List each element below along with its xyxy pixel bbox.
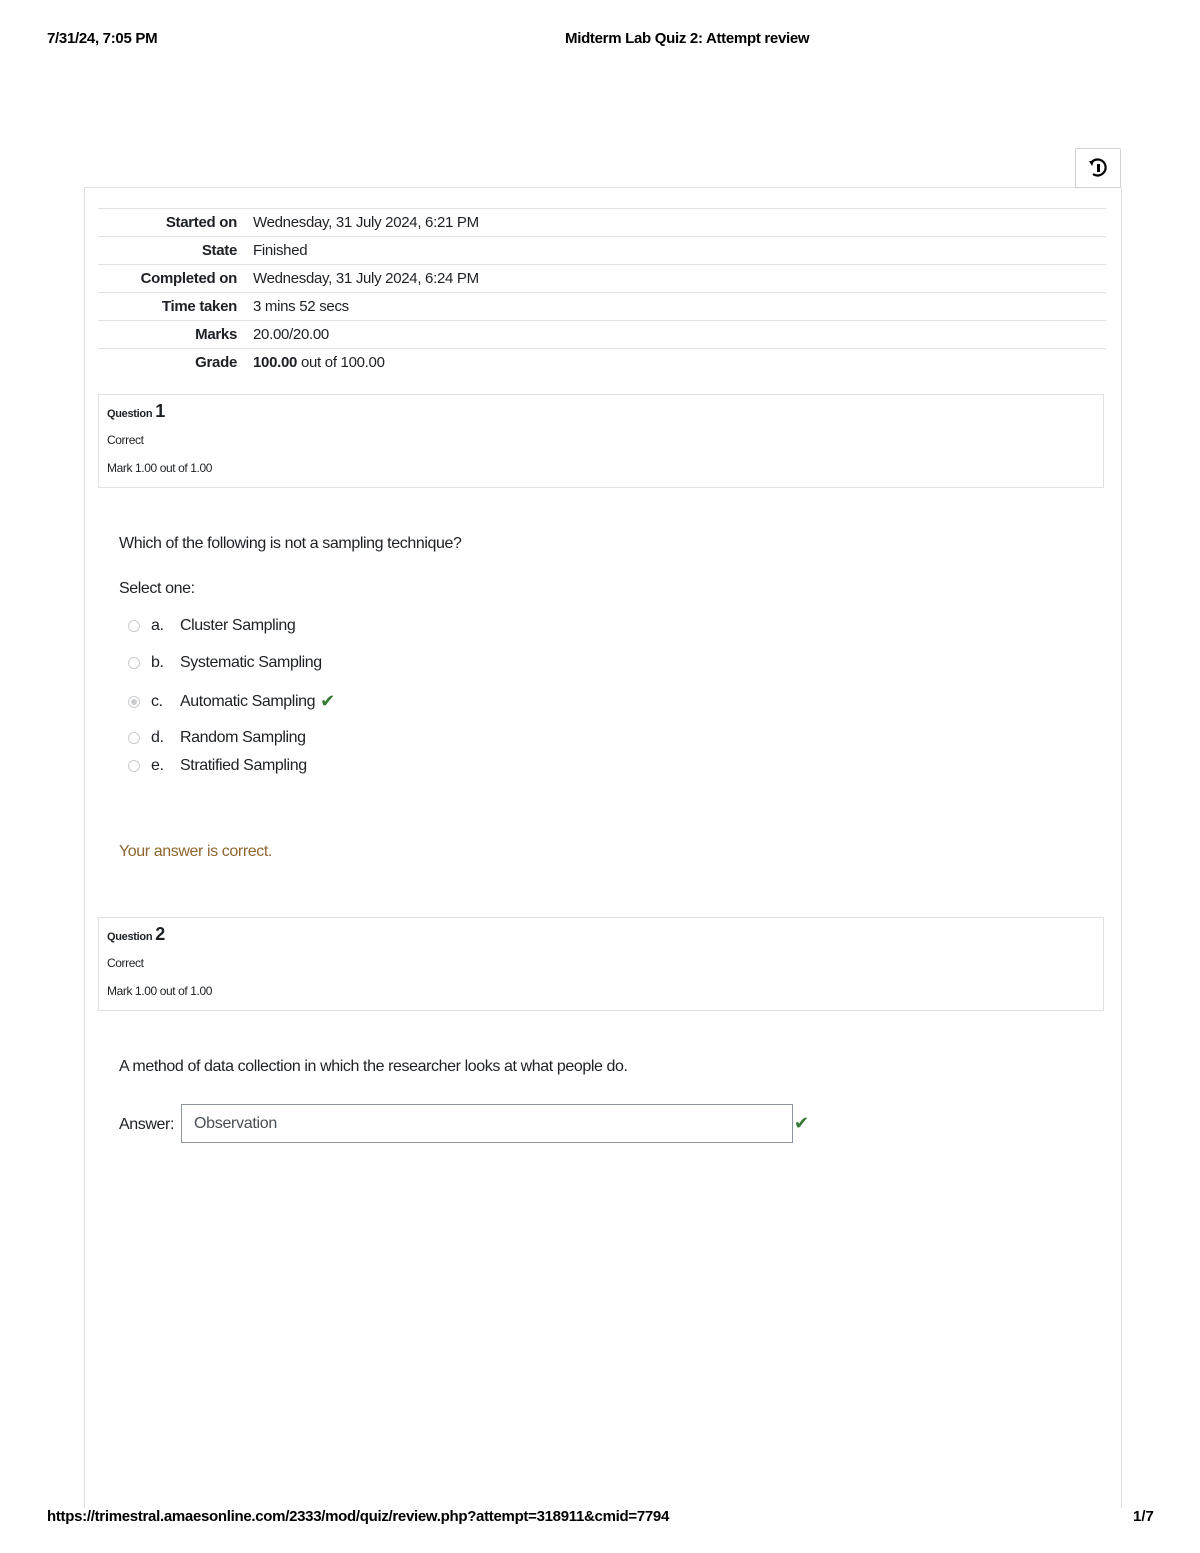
question-label: Question [107,408,153,420]
summary-row-marks [98,321,1106,349]
question-1-state: Correct [107,433,144,447]
question-2-number [107,924,165,945]
radio-c[interactable] [128,696,140,708]
grade-suffix: out of 100.00 [297,354,385,371]
option-a-letter: a. [151,617,164,634]
started-on-value: Wednesday, 31 July 2024, 6:21 PM [253,214,479,231]
grade-label: Grade [195,354,237,371]
option-e-text: Stratified Sampling [180,757,307,774]
question-1-text: Which of the following is not a sampling technique? [119,535,462,552]
question-1-mark: Mark 1.00 out of 1.00 [107,461,213,475]
grade-value: 100.00 [253,354,298,371]
state-value: Finished [253,242,308,259]
marks-label: Marks [195,326,237,343]
summary-row-completed [98,265,1106,293]
option-d[interactable] [128,729,306,747]
completed-on-value: Wednesday, 31 July 2024, 6:24 PM [253,270,479,287]
answer-input[interactable] [181,1104,793,1143]
option-c[interactable] [128,691,335,712]
question-1-feedback: Your answer is correct. [119,843,272,860]
time-taken-label: Time taken [161,298,237,315]
question-label: Question [107,931,153,943]
option-b[interactable] [128,654,322,672]
block-toggle-button[interactable] [1075,148,1121,188]
option-c-text: Automatic Sampling [180,692,316,710]
question-1-info [98,394,1104,488]
print-url: https://trimestral.amaesonline.com/2333/mod/quiz/review.php?attempt=318911&cmid=7794 [47,1508,669,1525]
option-a-text: Cluster Sampling [180,617,296,634]
started-on-label: Started on [165,214,237,231]
question-number: 1 [155,401,165,421]
radio-e[interactable] [128,760,140,772]
option-e-letter: e. [151,757,164,774]
option-a[interactable] [128,617,295,635]
question-2-mark: Mark 1.00 out of 1.00 [107,984,213,998]
correct-check-icon: ✔ [794,1113,810,1133]
summary-row-time [98,293,1106,321]
marks-value: 20.00/20.00 [253,326,329,343]
question-2-info [98,917,1104,1011]
summary-row-started [98,209,1106,237]
correct-check-icon: ✔ [320,691,335,711]
sliders-icon [1087,157,1109,179]
summary-row-grade [98,349,1106,376]
answer-label: Answer: [119,1116,174,1133]
option-b-letter: b. [151,654,164,671]
question-2-state: Correct [107,956,144,970]
question-1-number [107,401,165,422]
option-d-letter: d. [151,729,164,746]
radio-b[interactable] [128,657,140,669]
radio-a[interactable] [128,620,140,632]
attempt-summary-table [98,208,1106,376]
option-c-letter: c. [151,692,163,710]
grade-value-wrap [253,354,385,371]
option-d-text: Random Sampling [180,729,306,746]
question-number: 2 [155,924,165,944]
time-taken-value: 3 mins 52 secs [253,298,349,315]
state-label: State [201,242,237,259]
option-b-text: Systematic Sampling [180,654,322,671]
question-2-text: A method of data collection in which the researcher looks at what people do. [119,1058,628,1075]
print-datetime: 7/31/24, 7:05 PM [47,30,158,47]
option-e[interactable] [128,757,307,775]
radio-d[interactable] [128,732,140,744]
question-1-prompt: Select one: [119,580,195,597]
print-page-title: Midterm Lab Quiz 2: Attempt review [565,30,810,47]
summary-row-state [98,237,1106,265]
print-page-number: 1/7 [1133,1508,1154,1525]
completed-on-label: Completed on [140,270,237,287]
